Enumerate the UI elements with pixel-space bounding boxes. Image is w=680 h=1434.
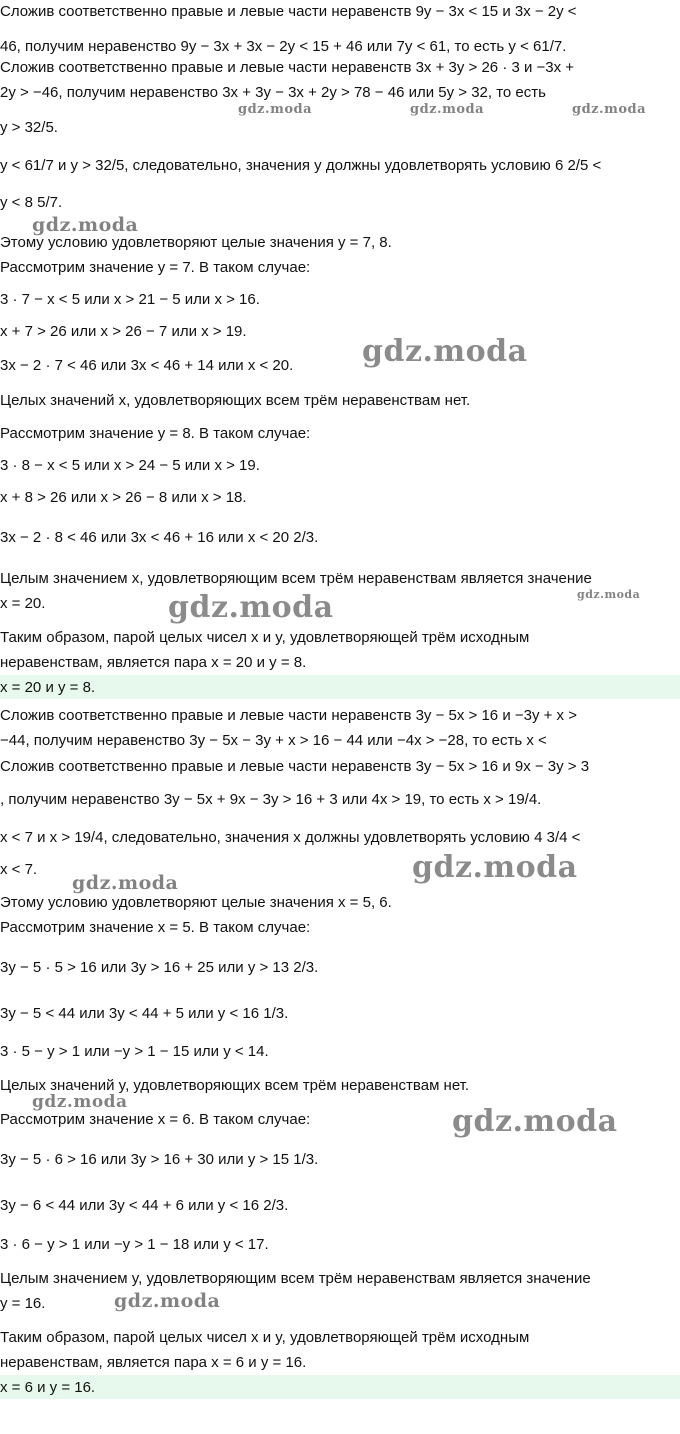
text-line: 3x − 2 · 8 < 46 или 3x < 46 + 16 или x < 20 2/3. [0,529,319,546]
text-line: 3 · 6 − y > 1 или −y > 1 − 18 или y < 17. [0,1236,269,1253]
text-line: x + 8 > 26 или x > 26 − 8 или x > 18. [0,489,247,506]
text-line: 2y > −46, получим неравенство 3x + 3y − 3x + 2y > 78 − 46 или 5y > 32, то есть [0,84,546,101]
text-line: Целым значением y, удовлетворяющим всем трём неравенствам является значение [0,1270,591,1287]
watermark: gdz.moda [32,214,139,236]
watermark: gdz.moda [114,1290,221,1312]
text-line: 3y − 6 < 44 или 3y < 44 + 6 или y < 16 2/3. [0,1197,289,1214]
watermark: gdz.moda [362,334,528,369]
text-line: Сложив соответственно правые и левые части неравенств 3x + 3y > 26 · 3 и −3x + [0,59,575,76]
text-line: Целых значений y, удовлетворяющих всем трём неравенствам нет. [0,1077,470,1094]
text-line: Рассмотрим значение x = 6. В таком случае: [0,1111,311,1128]
text-line: Таким образом, парой целых чисел x и y, удовлетворяющей трём исходным [0,1329,530,1346]
watermark: gdz.moda [577,588,641,601]
watermark: gdz.moda [412,850,578,885]
text-line: x = 20. [0,595,46,612]
watermark: gdz.moda [238,102,313,117]
text-line: 3x − 2 · 7 < 46 или 3x < 46 + 14 или x < 20. [0,357,294,374]
text-line: y < 61/7 и y > 32/5, следовательно, значения y должны удовлетворять условию 6 2/5 < [0,157,602,174]
text-line: Таким образом, парой целых чисел x и y, удовлетворяющей трём исходным [0,629,530,646]
text-line: 3 · 8 − x < 5 или x > 24 − 5 или x > 19. [0,457,260,474]
text-line: −44, получим неравенство 3y − 5x − 3y + x > 16 − 44 или −4x > −28, то есть x < [0,732,547,749]
text-line: Рассмотрим значение x = 5. В таком случае: [0,919,311,936]
text-line: Этому условию удовлетворяют целые значения x = 5, 6. [0,894,392,911]
text-line: x < 7. [0,861,38,878]
text-line: y = 16. [0,1295,46,1312]
watermark: gdz.moda [32,1092,128,1112]
answer-line: x = 6 и y = 16. [0,1379,96,1396]
text-line: Сложив соответственно правые и левые части неравенств 3y − 5x > 16 и 9x − 3y > 3 [0,758,590,775]
text-line: Этому условию удовлетворяют целые значения y = 7, 8. [0,234,392,251]
text-line: x + 7 > 26 или x > 26 − 7 или x > 19. [0,323,247,340]
text-line: x < 7 и x > 19/4, следовательно, значения x должны удовлетворять условию 4 3/4 < [0,829,581,846]
text-line: y < 8 5/7. [0,194,63,211]
text-line: 3 · 7 − x < 5 или x > 21 − 5 или x > 16. [0,291,260,308]
text-line: 3y − 5 · 6 > 16 или 3y > 16 + 30 или y > 15 1/3. [0,1151,319,1168]
text-line: Рассмотрим значение y = 8. В таком случае: [0,425,311,442]
text-line: 46, получим неравенство 9y − 3x + 3x − 2y < 15 + 46 или 7y < 61, то есть y < 61/7. [0,38,567,55]
watermark: gdz.moda [168,590,334,625]
text-line: Сложив соответственно правые и левые части неравенств 3y − 5x > 16 и −3y + x > [0,707,577,724]
watermark: gdz.moda [452,1104,618,1139]
watermark: gdz.moda [572,102,647,117]
text-line: неравенствам, является пара x = 20 и y = 8. [0,654,307,671]
text-line: , получим неравенство 3y − 5x + 9x − 3y > 16 + 3 или 4x > 19, то есть x > 19/4. [0,791,542,808]
text-line: 3 · 5 − y > 1 или −y > 1 − 15 или y < 14. [0,1043,269,1060]
answer-line: x = 20 и y = 8. [0,679,96,696]
text-line: Целым значением x, удовлетворяющим всем трём неравенствам является значение [0,570,592,587]
text-line: 3y − 5 < 44 или 3y < 44 + 5 или y < 16 1/3. [0,1005,289,1022]
watermark: gdz.moda [410,102,485,117]
text-line: Рассмотрим значение y = 7. В таком случае: [0,259,311,276]
text-line: Сложив соответственно правые и левые части неравенств 9y − 3x < 15 и 3x − 2y < [0,3,577,20]
text-line: Целых значений x, удовлетворяющих всем трём неравенствам нет. [0,392,471,409]
text-line: 3y − 5 · 5 > 16 или 3y > 16 + 25 или y > 13 2/3. [0,959,319,976]
text-line: y > 32/5. [0,119,58,136]
watermark: gdz.moda [72,872,179,894]
text-line: неравенствам, является пара x = 6 и y = 16. [0,1354,307,1371]
